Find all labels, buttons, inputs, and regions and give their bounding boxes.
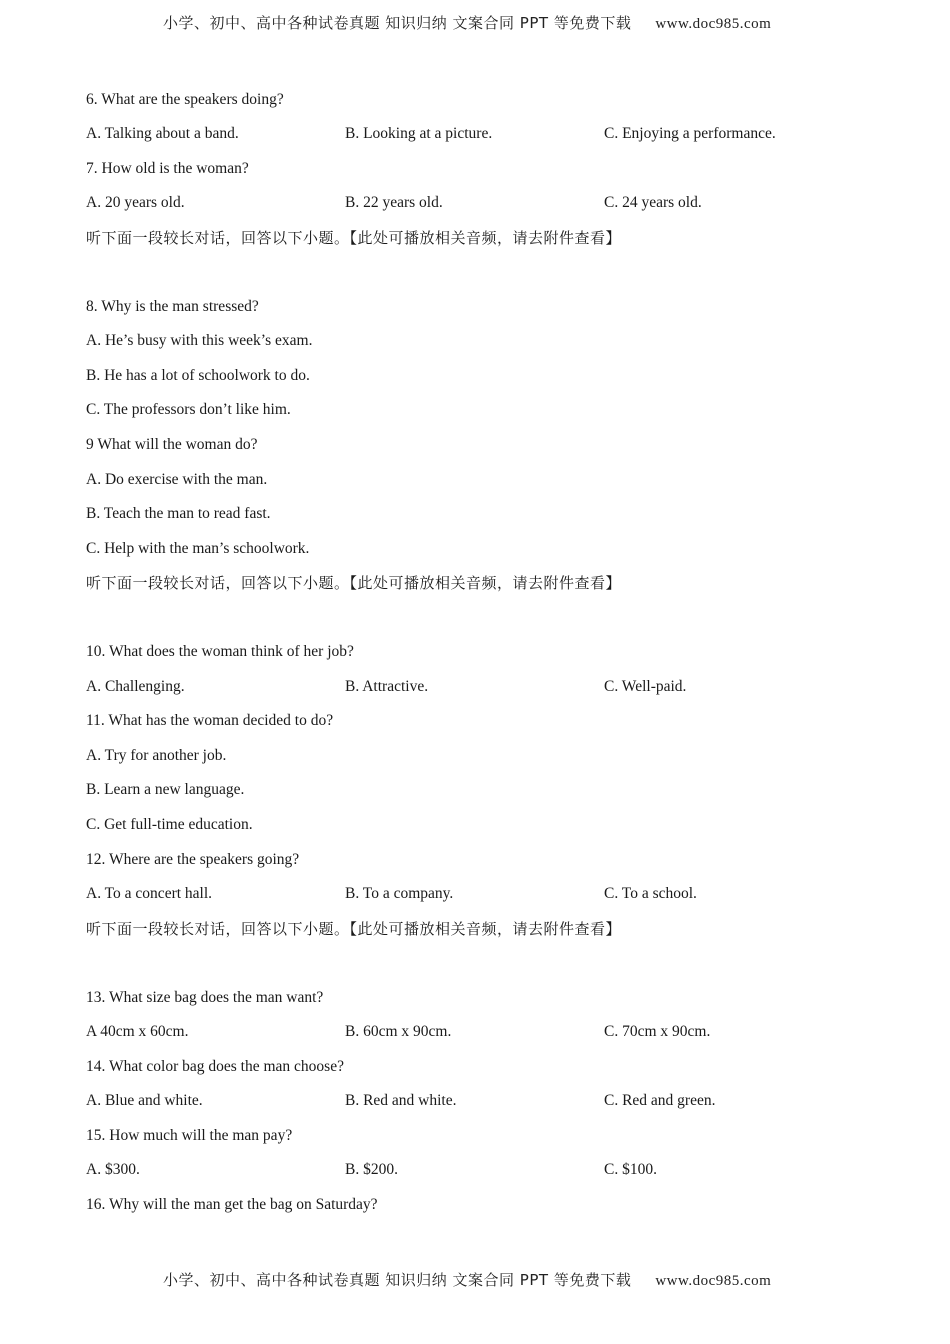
option-a: A. Talking about a band.	[86, 125, 239, 142]
option-c: C. Red and green.	[604, 1092, 716, 1109]
option-b: B. $200.	[345, 1161, 398, 1178]
option-c: C. Enjoying a performance.	[604, 125, 776, 142]
options-6	[86, 124, 886, 144]
options-10	[86, 677, 886, 697]
options-14	[86, 1091, 886, 1111]
option-b: B. To a company.	[345, 885, 454, 902]
question-15: 15. How much will the man pay?	[86, 1127, 293, 1144]
footer-banner: 小学、初中、高中各种试卷真题 知识归纳 文案合同 PPT 等免费下载	[163, 1271, 632, 1289]
option-c: C. Get full-time education.	[86, 816, 253, 833]
question-10: 10. What does the woman think of her job?	[86, 643, 354, 660]
option-a: A. $300.	[86, 1161, 140, 1178]
option-a: A. Try for another job.	[86, 747, 227, 764]
question-13: 13. What size bag does the man want?	[86, 989, 324, 1006]
options-12	[86, 884, 886, 904]
question-11: 11. What has the woman decided to do?	[86, 712, 334, 729]
question-9: 9 What will the woman do?	[86, 436, 258, 453]
page-footer	[163, 1269, 771, 1290]
option-a: A 40cm x 60cm.	[86, 1023, 189, 1040]
question-12: 12. Where are the speakers going?	[86, 851, 300, 868]
option-b: B. Attractive.	[345, 678, 429, 695]
question-7: 7. How old is the woman?	[86, 160, 249, 177]
section-instruction: 听下面一段较长对话，回答以下小题。【此处可播放相关音频，请去附件查看】	[86, 229, 622, 247]
option-c: C. Well-paid.	[604, 678, 687, 695]
option-a: A. 20 years old.	[86, 194, 185, 211]
option-b: B. 22 years old.	[345, 194, 443, 211]
section-instruction: 听下面一段较长对话，回答以下小题。【此处可播放相关音频，请去附件查看】	[86, 574, 622, 592]
question-8: 8. Why is the man stressed?	[86, 298, 259, 315]
option-c: C. The professors don’t like him.	[86, 401, 291, 418]
footer-url[interactable]: www.doc985.com	[655, 1273, 772, 1289]
option-b: B. Red and white.	[345, 1092, 457, 1109]
option-a: A. Blue and white.	[86, 1092, 203, 1109]
option-c: C. Help with the man’s schoolwork.	[86, 540, 310, 557]
option-b: B. Learn a new language.	[86, 781, 245, 798]
header-banner: 小学、初中、高中各种试卷真题 知识归纳 文案合同 PPT 等免费下载	[163, 14, 632, 32]
option-c: C. 24 years old.	[604, 194, 702, 211]
question-16: 16. Why will the man get the bag on Saturday?	[86, 1196, 378, 1213]
option-a: A. Challenging.	[86, 678, 185, 695]
options-13	[86, 1022, 886, 1042]
header-url[interactable]: www.doc985.com	[655, 16, 772, 32]
option-c: C. 70cm x 90cm.	[604, 1023, 711, 1040]
option-a: A. To a concert hall.	[86, 885, 213, 902]
question-6: 6. What are the speakers doing?	[86, 91, 284, 108]
option-b: B. Teach the man to read fast.	[86, 505, 271, 522]
option-c: C. To a school.	[604, 885, 697, 902]
option-a: A. He’s busy with this week’s exam.	[86, 332, 313, 349]
option-b: B. He has a lot of schoolwork to do.	[86, 367, 310, 384]
question-14: 14. What color bag does the man choose?	[86, 1058, 344, 1075]
options-15	[86, 1160, 886, 1180]
option-b: B. 60cm x 90cm.	[345, 1023, 452, 1040]
section-instruction: 听下面一段较长对话，回答以下小题。【此处可播放相关音频，请去附件查看】	[86, 920, 622, 938]
option-c: C. $100.	[604, 1161, 657, 1178]
page-header	[163, 12, 771, 33]
option-b: B. Looking at a picture.	[345, 125, 493, 142]
option-a: A. Do exercise with the man.	[86, 471, 268, 488]
options-7	[86, 193, 886, 213]
